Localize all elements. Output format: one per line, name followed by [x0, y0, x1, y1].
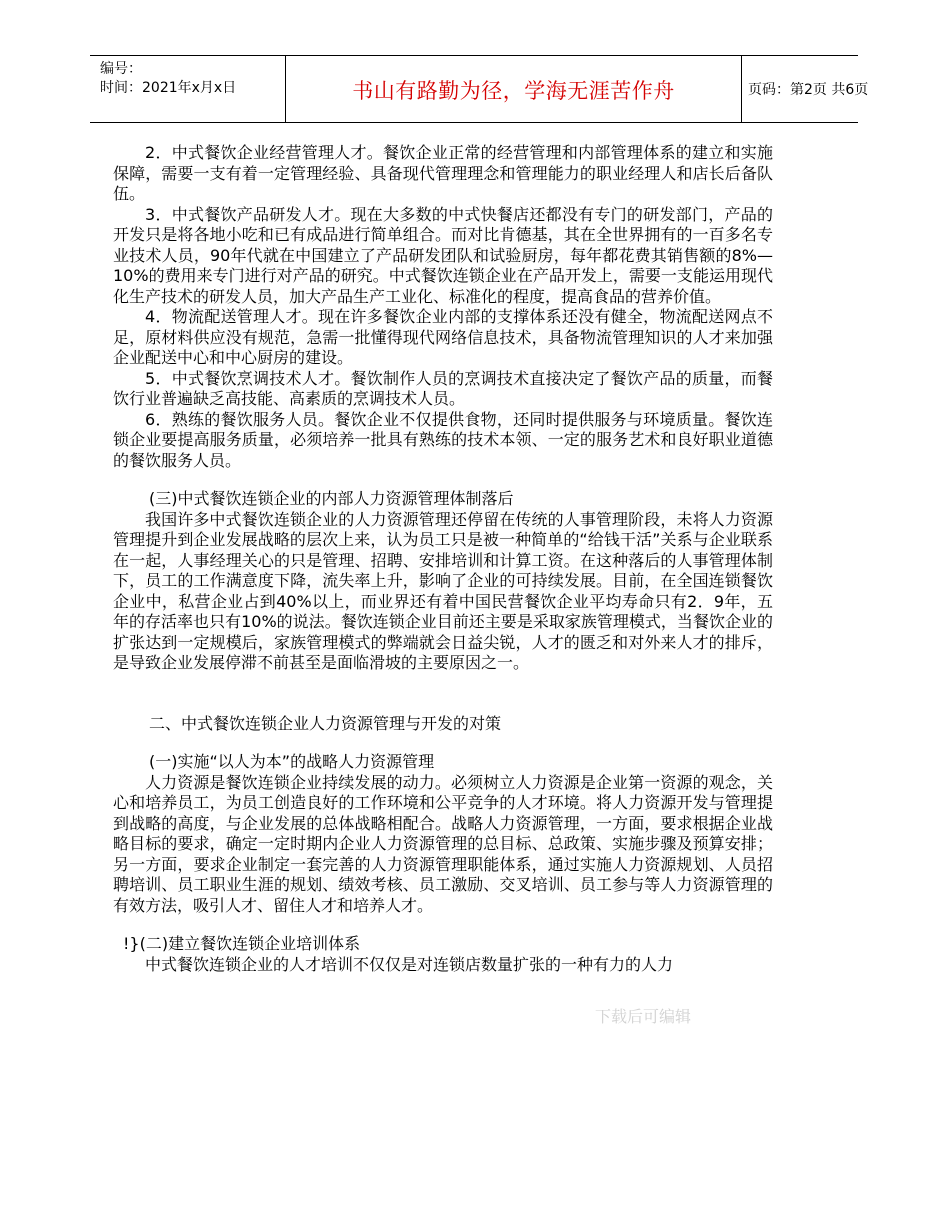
stray-marker: !} — [123, 934, 140, 953]
section-3-heading: (三)中式餐饮连锁企业的内部人力资源管理体制落后 — [149, 489, 514, 508]
page-number-info: 页码：第2页 共6页 — [748, 82, 869, 98]
header-motto: 书山有路勤为径，学海无涯苦作舟 — [352, 79, 675, 103]
paragraph-item-3: 3．中式餐饮产品研发人才。现在大多数的中式快餐店还都没有专门的研发部门，产品的开发只是将各地小吃和已有成品进行简单组合。而对比肯德基，其在全世界拥有的一百多名专业技术人员，90年代就在中国建立了产品研发团队和试验厨房，每年都花费其销售额的8%—10%的费用来专门进行对产品的研究。中式餐饮连锁企业在产品开发上，需要一支能运用现代化生产技术的研发人员，加大产品生产工业化、标准化的程度，提高食品的营养价值。 — [113, 204, 773, 306]
subsection-1-heading: (一)实施“以人为本”的战略人力资源管理 — [149, 752, 435, 771]
subsection-2-body: 中式餐饮连锁企业的人才培训不仅仅是对连锁店数量扩张的一种有力的人力 — [145, 954, 674, 974]
paragraph-item-5: 5．中式餐饮烹调技术人才。餐饮制作人员的烹调技术直接决定了餐饮产品的质量，而餐饮行业普遍缺乏高技能、高素质的烹调技术人员。 — [113, 368, 773, 408]
section-two-heading: 二、中式餐饮连锁企业人力资源管理与开发的对策 — [149, 713, 502, 733]
paragraph-item-4: 4．物流配送管理人才。现在许多餐饮企业内部的支撑体系还没有健全，物流配送网点不足，原材料供应没有规范，急需一批懂得现代网络信息技术，具备物流管理知识的人才来加强企业配送中心和中心厨房的建设。 — [113, 307, 773, 367]
document-body — [113, 143, 773, 975]
paragraph-item-6: 6．熟练的餐饮服务人员。餐饮企业不仅提供食物，还同时提供服务与环境质量。餐饮连锁企业要提高服务质量，必须培养一批具有熟练的技术本领、一定的服务艺术和良好职业道德的餐饮服务人员。 — [113, 409, 773, 470]
document-number-label: 编号： — [100, 61, 142, 77]
document-date: 时间：2021年x月x日 — [100, 80, 237, 96]
header-left-cell — [90, 56, 285, 122]
header-motto-cell — [285, 56, 742, 122]
subsection-2-heading: (二)建立餐饮连锁企业培训体系 — [139, 934, 361, 953]
header-page-cell — [740, 56, 869, 122]
subsection-2-heading-line — [113, 934, 773, 955]
overlay-watermark-text: 下载后可编辑 — [595, 1007, 692, 1026]
section-3-body: 我国许多中式餐饮连锁企业的人力资源管理还停留在传统的人事管理阶段，未将人力资源管理提升到企业发展战略的层次上来，认为员工只是被一种简单的“给钱干活”关系与企业联系在一起，人事经理关心的只是管理、招聘、安排培训和计算工资。在这种落后的人事管理体制下，员工的工作满意度下降，流失率上升，影响了企业的可持续发展。目前，在全国连锁餐饮企业中，私营企业占到40%以上，而业界还有着中国民营餐饮企业平均寿命只有2．9年，五年的存活率也只有10%的说法。餐饮连锁企业目前还主要是采取家族管理模式，当餐饮企业的扩张达到一定规模后，家族管理模式的弊端就会日益尖锐，人才的匮乏和对外来人才的排斥，是导致企业发展停滞不前甚至是面临滑坡的主要原因之一。 — [113, 509, 773, 672]
paragraph-item-2: 2．中式餐饮企业经营管理人才。餐饮企业正常的经营管理和内部管理体系的建立和实施保障，需要一支有着一定管理经验、具备现代管理理念和管理能力的职业经理人和店长后备队伍。 — [113, 143, 773, 203]
subsection-1-body: 人力资源是餐饮连锁企业持续发展的动力。必须树立人力资源是企业第一资源的观念，关心和培养员工，为员工创造良好的工作环境和公平竞争的人才环境。将人力资源开发与管理提到战略的高度，与企业发展的总体战略相配合。战略人力资源管理，一方面，要求根据企业战略目标的要求，确定一定时期内企业人力资源管理的总目标、总政策、实施步骤及预算安排；另一方面，要求企业制定一套完善的人力资源管理职能体系，通过实施人力资源规划、人员招聘培训、员工职业生涯的规划、绩效考核、员工激励、交叉培训、员工参与等人力资源管理的有效方法，吸引人才、留住人才和培养人才。 — [113, 772, 773, 915]
page-header — [90, 55, 869, 123]
